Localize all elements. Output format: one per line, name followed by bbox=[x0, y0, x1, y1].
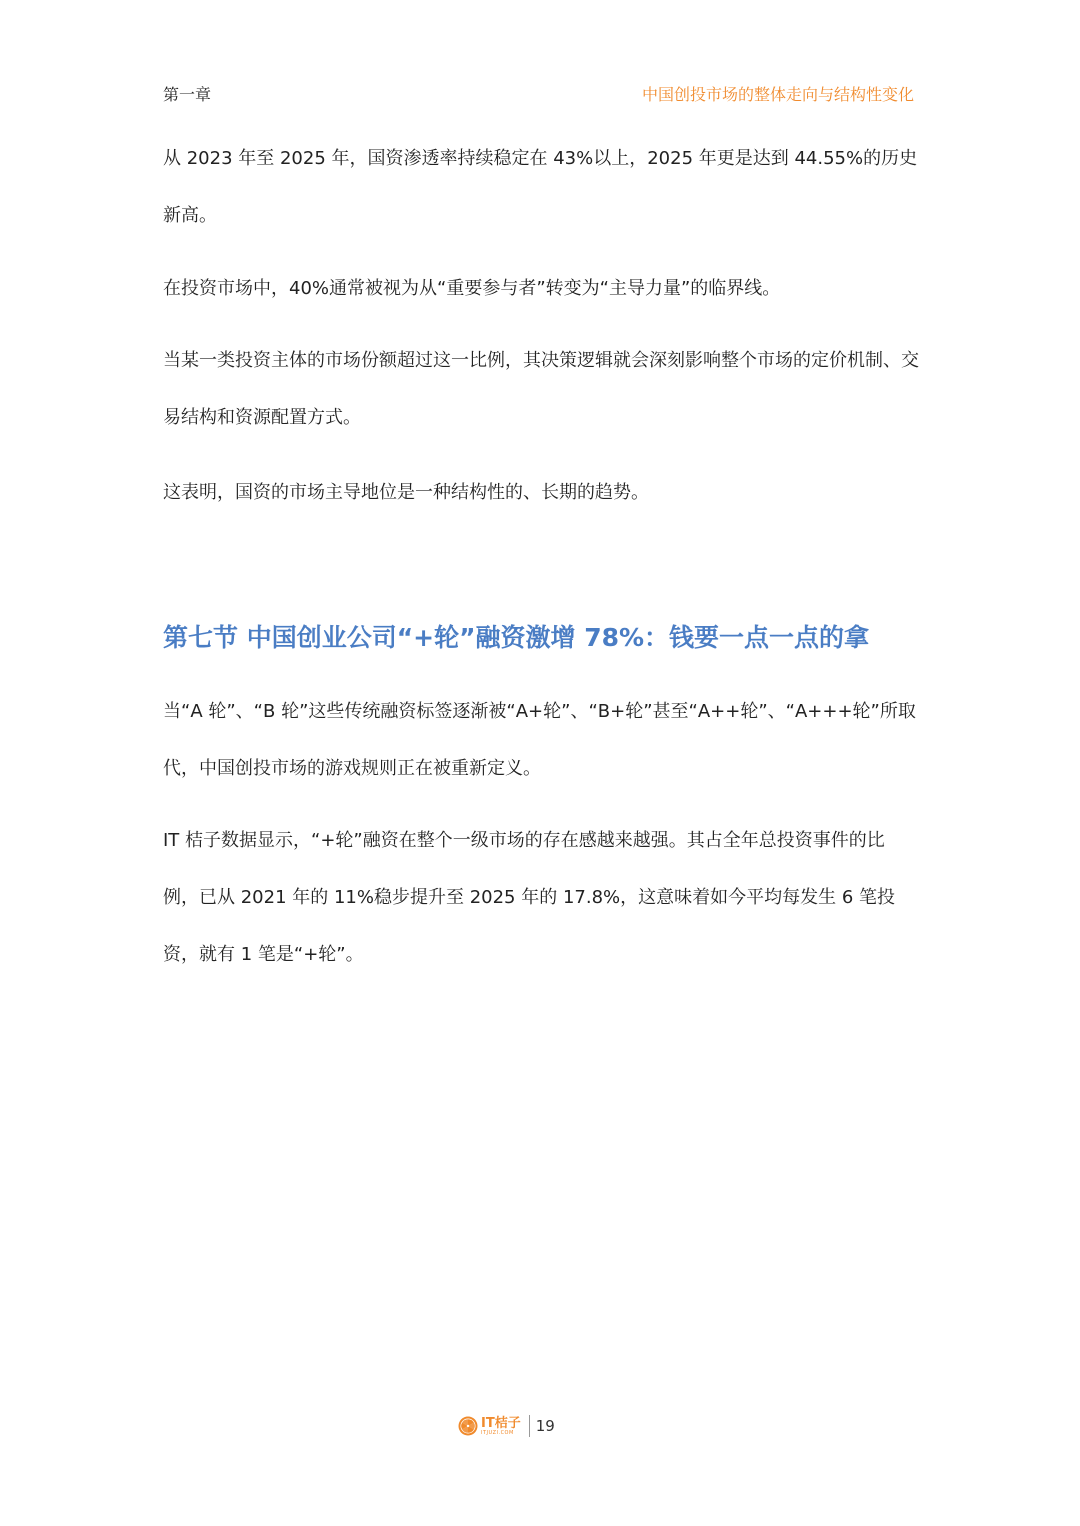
logo-subtext: ITJUZI.COM bbox=[481, 1429, 514, 1436]
page-footer bbox=[0, 1412, 1080, 1440]
footer-brand bbox=[458, 1412, 555, 1440]
paragraph-4: 这表明，国资的市场主导地位是一种结构性的、长期的趋势。 bbox=[163, 482, 649, 503]
paragraph-2: 在投资市场中，40%通常被视为从“重要参与者”转变为“主导力量”的临界线。 bbox=[163, 278, 781, 299]
paragraph-3: 当某一类投资主体的市场份额超过这一比例，其决策逻辑就会深刻影响整个市场的定价机制、交易结构和资源配置方式。 bbox=[163, 350, 919, 428]
section-paragraph-1: 当“A 轮”、“B 轮”这些传统融资标签逐渐被“A+轮”、“B+轮”甚至“A++轮”、“A+++轮”所取代，中国创投市场的游戏规则正在被重新定义。 bbox=[163, 701, 916, 779]
section-paragraph-2: IT 桔子数据显示，“+轮”融资在整个一级市场的存在感越来越强。其占全年总投资事件的比例，已从 2021 年的 11%稳步提升至 2025 年的 17.8%，这意味着如今平均每发生 6 笔投资，就有 1 笔是“+轮”。 bbox=[163, 830, 896, 965]
logo-wordmark bbox=[481, 1417, 521, 1436]
page-number: 19 bbox=[535, 1417, 555, 1435]
paragraph-1: 从 2023 年至 2025 年，国资渗透率持续稳定在 43%以上，2025 年更是达到 44.55%的历史新高。 bbox=[163, 148, 918, 226]
orange-slice-icon bbox=[458, 1416, 478, 1436]
chapter-title: 中国创投市场的整体走向与结构性变化 bbox=[641, 85, 914, 104]
footer-divider bbox=[529, 1415, 530, 1437]
logo-text: IT桔子 bbox=[481, 1415, 521, 1431]
chapter-label: 第一章 bbox=[163, 85, 212, 104]
section-heading: 第七节 中国创业公司“+轮”融资激增 78%：钱要一点一点的拿 bbox=[163, 623, 870, 652]
